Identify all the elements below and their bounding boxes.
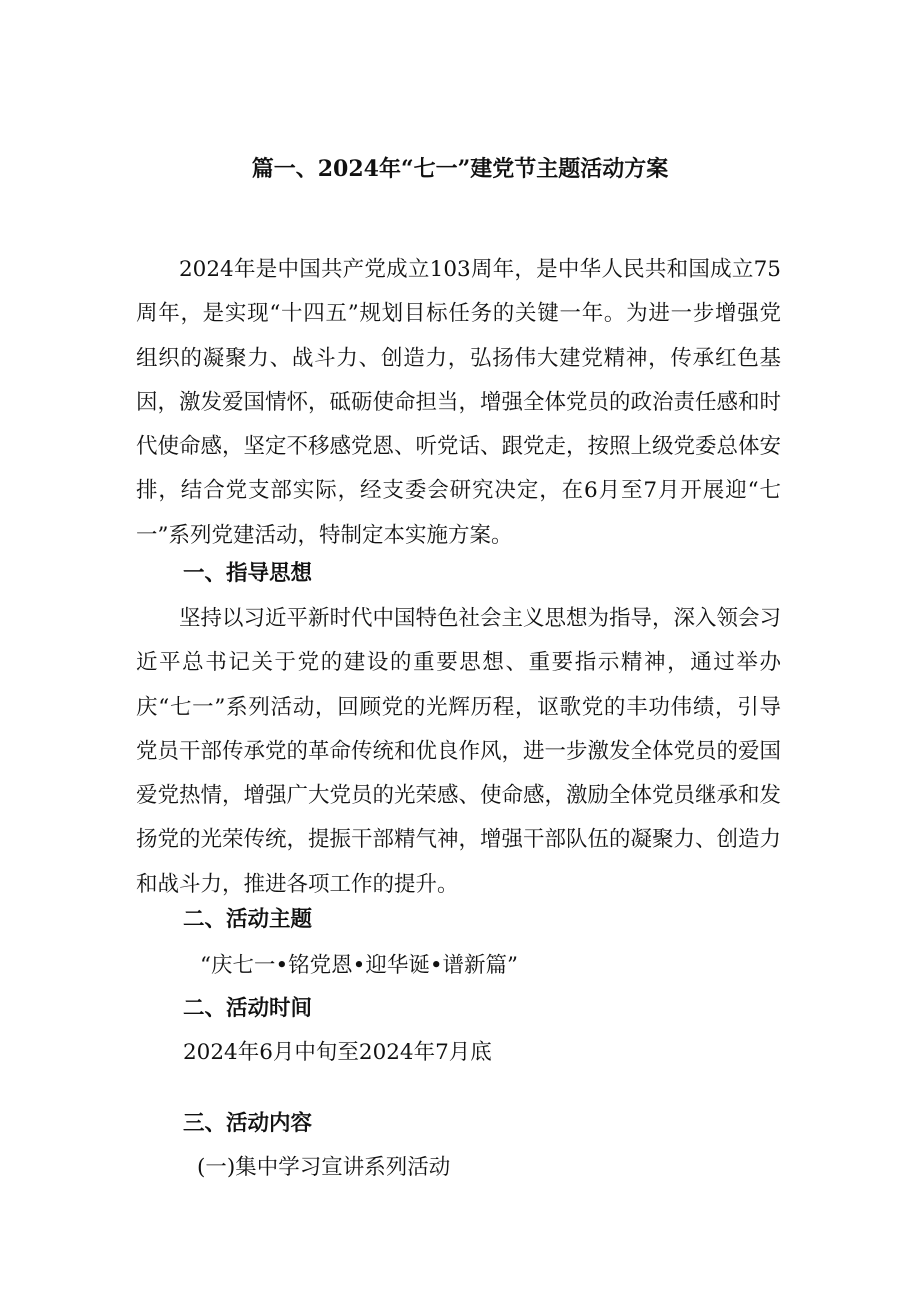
- section-heading-activity-content: 三、活动内容: [183, 1111, 313, 1136]
- section-heading-activity-theme: 二、活动主题: [183, 907, 313, 932]
- activity-theme-text: “庆七一•铭党恩•迎华诞•谱新篇”: [200, 953, 519, 978]
- section-heading-guiding-thought: 一、指导思想: [183, 561, 313, 586]
- section-heading-activity-time: 二、活动时间: [183, 996, 313, 1021]
- document-title: 篇一、2024年“七一”建党节主题活动方案: [251, 156, 669, 182]
- subsection-heading-study-sessions: (一)集中学习宣讲系列活动: [197, 1155, 451, 1180]
- guiding-thought-paragraph: 坚持以习近平新时代中国特色社会主义思想为指导，深入领会习近平总书记关于党的建设的重要思想、重要指示精神，通过举办庆“七一”系列活动，回顾党的光辉历程，讴歌党的丰功伟绩，引导党员干部传承党的革命传统和优良作风，进一步激发全体党员的爱国爱党热情，增强广大党员的光荣感、使命感，激励全体党员继承和发扬党的光荣传统，提振干部精气神，增强干部队伍的凝聚力、创造力和战斗力，推进各项工作的提升。: [136, 606, 782, 897]
- intro-paragraph: 2024年是中国共产党成立103周年，是中华人民共和国成立75周年，是实现“十四五”规划目标任务的关键一年。为进一步增强党组织的凝聚力、战斗力、创造力，弘扬伟大建党精神，传承红色基因，激发爱国情怀，砥砺使命担当，增强全体党员的政治责任感和时代使命感，坚定不移感党恩、听党话、跟党走，按照上级党委总体安排，结合党支部实际，经支委会研究决定，在6月至7月开展迎“七一”系列党建活动，特制定本实施方案。: [136, 257, 782, 548]
- activity-time-text: 2024年6月中旬至2024年7月底: [183, 1040, 492, 1065]
